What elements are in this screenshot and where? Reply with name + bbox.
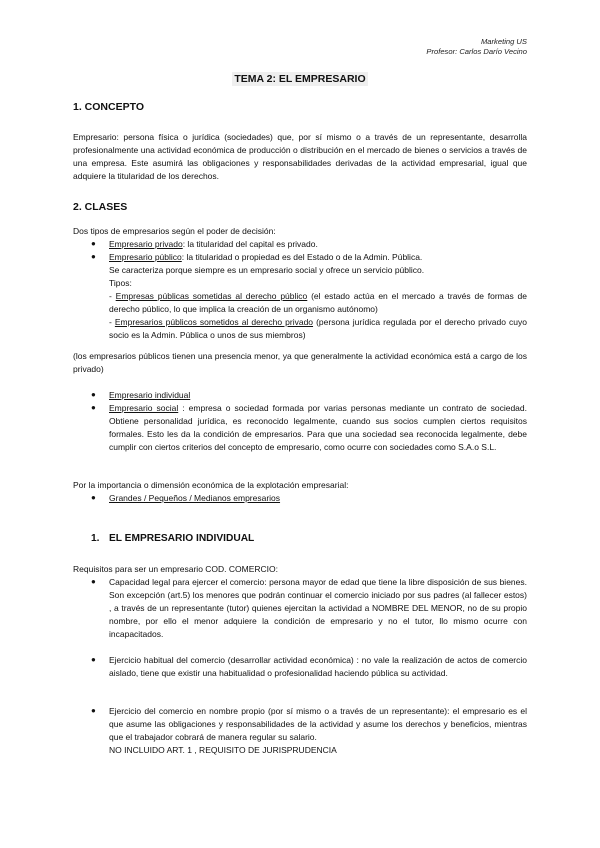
term-empresarios-publicos: Empresarios públicos sometidos al derecho privado bbox=[114, 317, 314, 327]
requisito-capacidad-legal: Capacidad legal para ejercer el comercio: persona mayor de edad que tiene la libre disposición de sus bienes. Son excepción (art.5) los menores que podrán continuar el comercio iniciado por sus padres (al fallecer estos) , a través de un representante (tutor) quienes ejercitan la actividad a NOMBRE DEL MENOR, no de su propio nombre, por ello el menor adquiere la condición de empresario y no el tutor, llo mismo ocurre con incapacitados. bbox=[109, 577, 527, 639]
bullet-icon: ● bbox=[91, 252, 96, 261]
list-item-empresario-privado bbox=[109, 238, 318, 251]
title-text: TEMA 2: EL EMPRESARIO bbox=[234, 73, 366, 85]
tipo2-definition: (persona jurídica regulada por el derecho privado cuyo socio es la Admin. Pública o unos de sus miembros) bbox=[109, 317, 528, 340]
term-empresario-individual: Empresario individual bbox=[109, 390, 191, 400]
section-heading-text: EL EMPRESARIO INDIVIDUAL bbox=[109, 533, 255, 544]
tipo-empresas-publicas bbox=[109, 290, 527, 316]
term-empresas-publicas: Empresas públicas sometidas al derecho público bbox=[115, 291, 308, 301]
section-heading-concepto: 1. CONCEPTO bbox=[73, 101, 144, 113]
list-item-tamanos bbox=[109, 492, 280, 505]
dash-prefix: - bbox=[109, 291, 116, 301]
bullet-icon: ● bbox=[91, 655, 96, 664]
requisito-nombre-propio: Ejercicio del comercio en nombre propio (por sí mismo o a través de un representante): el empresario es el que asume las obligaciones y responsabilidades de la actividad y asume los derechos y beneficios, mientras que el trabajador cobrará de manera regular su salario. bbox=[109, 706, 527, 742]
term-empresario-social: Empresario social bbox=[109, 403, 179, 413]
privado-definition: : la titularidad del capital es privado. bbox=[182, 239, 318, 249]
bullet-icon: ● bbox=[91, 706, 96, 715]
header-professor: Profesor: Carlos Darío Vecino bbox=[426, 47, 527, 56]
requisito-ejercicio-habitual: Ejercicio habitual del comercio (desarrollar actividad económica) : no vale la realización de actos de comercio aislado, tiene que existir una habitualidad o profesionalidad haciendo pública su actividad. bbox=[109, 655, 527, 678]
term-empresario-privado: Empresario privado bbox=[109, 239, 183, 249]
list-item-empresario-publico bbox=[109, 251, 422, 264]
publicos-note: (los empresarios públicos tienen una presencia menor, ya que generalmente la actividad económica está a cargo de los privado) bbox=[73, 351, 527, 374]
section-heading-clases: 2. CLASES bbox=[73, 201, 128, 213]
bullet-icon: ● bbox=[91, 577, 96, 586]
dash-prefix: - bbox=[109, 317, 115, 327]
term-empresario-publico: Empresario público bbox=[109, 252, 182, 262]
term-tamanos-empresarios: Grandes / Pequeños / Medianos empresarios bbox=[109, 493, 281, 503]
publico-characteristic: Se caracteriza porque siempre es un empresario social y ofrece un servicio público. bbox=[109, 265, 425, 275]
importancia-intro: Por la importancia o dimensión económica de la explotación empresarial: bbox=[73, 480, 349, 490]
section-number: 1. bbox=[91, 533, 100, 544]
document-title bbox=[0, 73, 600, 85]
list-item-empresario-individual bbox=[109, 389, 190, 402]
list-item-empresario-social bbox=[109, 402, 527, 454]
bullet-icon: ● bbox=[91, 403, 96, 412]
section-heading-empresario-individual bbox=[91, 533, 254, 544]
tipo-empresarios-publicos bbox=[109, 316, 527, 342]
bullet-icon: ● bbox=[91, 239, 96, 248]
tipos-label: Tipos: bbox=[109, 278, 132, 288]
bullet-icon: ● bbox=[91, 493, 96, 502]
concepto-paragraph: Empresario: persona física o jurídica (sociedades) que, por sí mismo o a través de un representante, desarrolla profesionalmente una actividad económica de producción o distribución en el mercado de bienes o servicios a través de una empresa. Este asumirá las obligaciones y responsabilidades derivadas de la actividad empresarial, igual que adquiere la titularidad de los derechos. bbox=[73, 132, 527, 181]
bullet-icon: ● bbox=[91, 390, 96, 399]
tipo1-definition: (el estado actúa en el mercado a través de formas de derecho público, lo que implica la creación de un organismo autónomo) bbox=[109, 291, 528, 314]
clases-intro: Dos tipos de empresarios según el poder de decisión: bbox=[73, 226, 276, 236]
requisitos-intro: Requisitos para ser un empresario COD. COMERCIO: bbox=[73, 564, 279, 574]
header-course: Marketing US bbox=[480, 37, 527, 46]
social-definition: : empresa o sociedad formada por varias personas mediante un contrato de sociedad. Obtiene personalidad jurídica, es reconocido legalmente, cuando sus socios cumplen ciertos requisitos formales. Esto les da la condición de empresarios. Para que una sociedad sea reconocida legalmente, debe cumplir con ciertos criterios del concepto de empresario, como ocurre con sociedades como S.A.o S.L. bbox=[109, 403, 527, 452]
publico-definition: : la titularidad o propiedad es del Estado o de la Admin. Pública. bbox=[181, 252, 423, 262]
requisito-note: NO INCLUIDO ART. 1 , REQUISITO DE JURISPRUDENCIA bbox=[109, 745, 337, 755]
